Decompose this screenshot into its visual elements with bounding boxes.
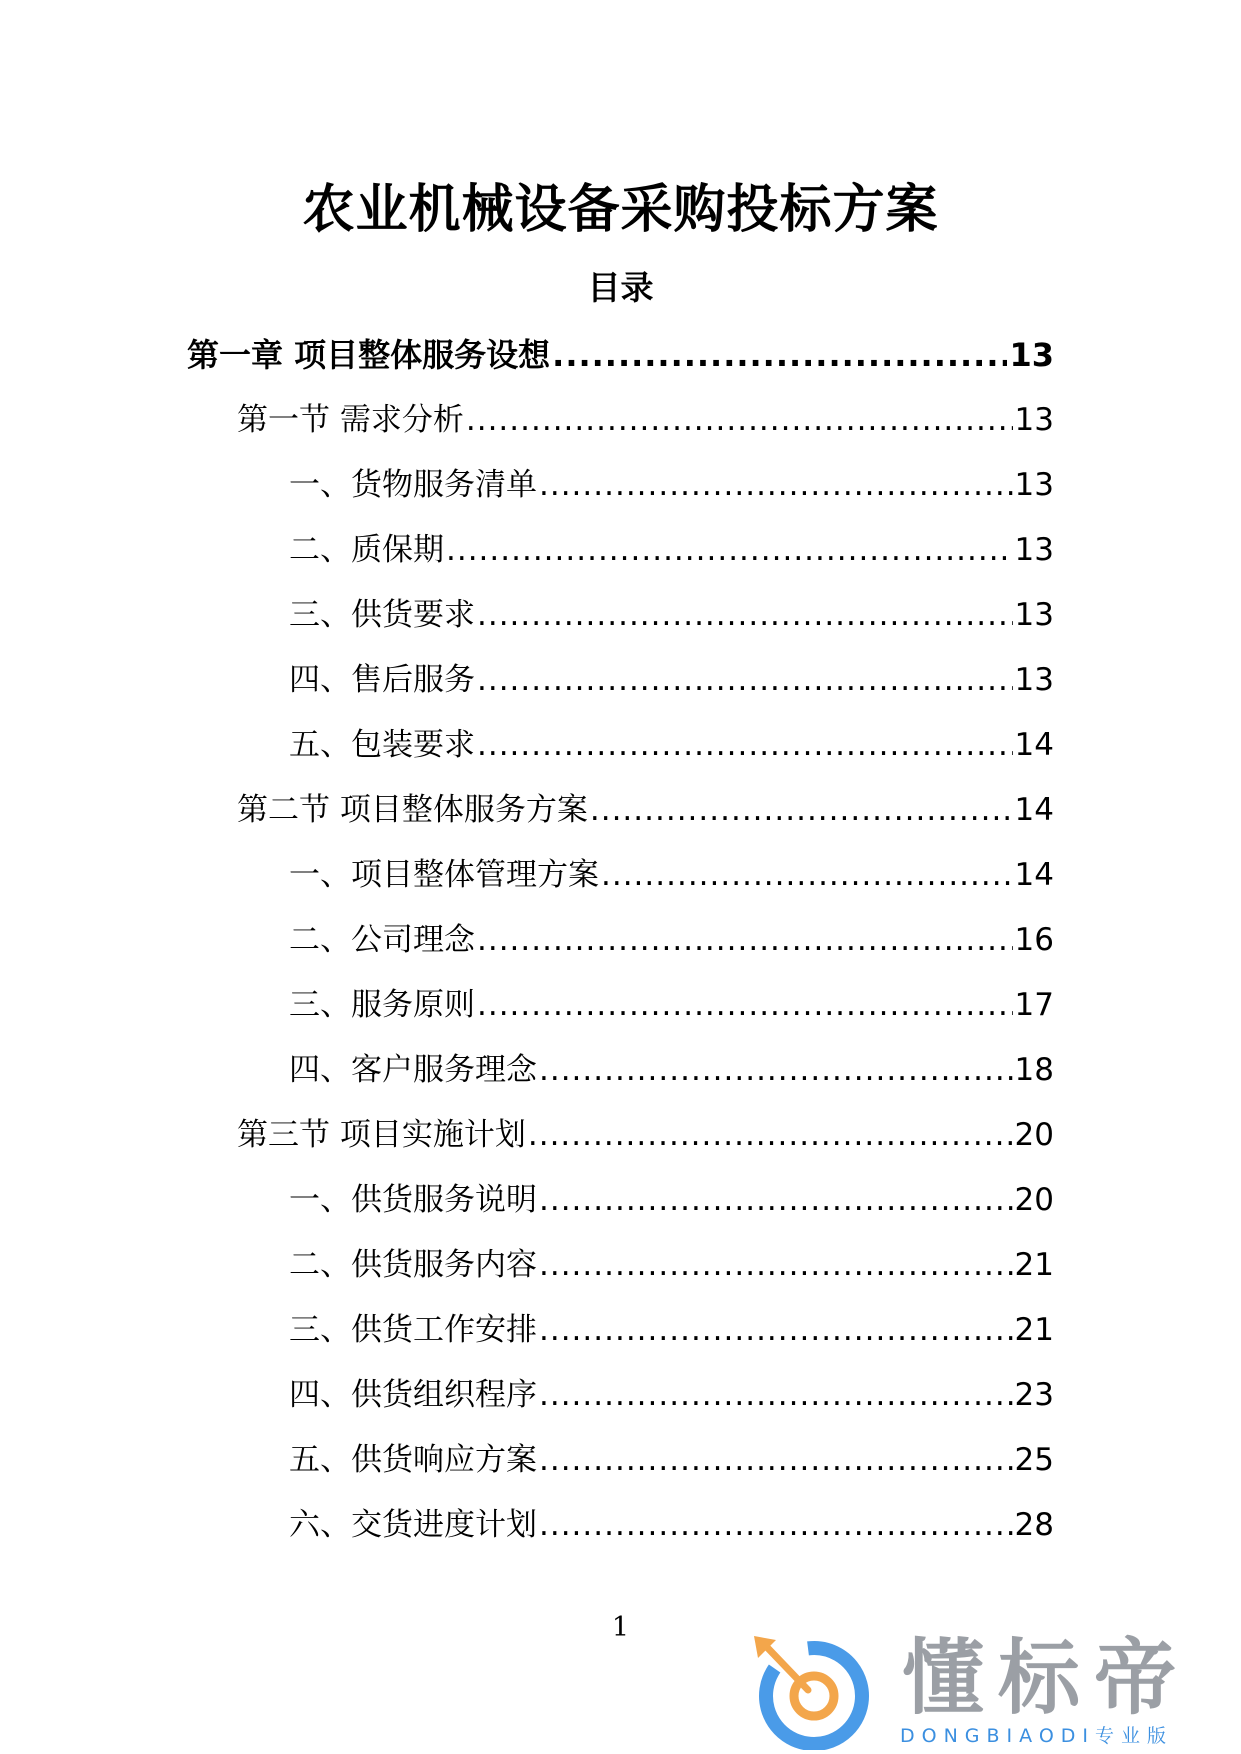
toc-entry[interactable] (289, 1370, 1054, 1420)
toc-dot-leader (528, 1110, 1013, 1160)
toc-dot-leader (539, 460, 1013, 510)
toc-entry[interactable] (289, 590, 1054, 640)
toc-entry[interactable] (289, 655, 1054, 705)
toc-dot-leader (539, 1240, 1013, 1290)
toc-entry-label: 三、供货工作安排 (289, 1312, 537, 1348)
toc-dot-leader (539, 1500, 1013, 1550)
toc-entry[interactable] (289, 850, 1054, 900)
toc-entry-label: 第一章 项目整体服务设想 (187, 336, 551, 374)
toc-entry-page: 16 (1014, 922, 1054, 958)
watermark-brand: 懂标帝 (902, 1631, 1191, 1726)
toc-entry[interactable] (289, 1305, 1054, 1355)
toc-entry-page: 18 (1014, 1052, 1054, 1088)
toc-entry-label: 二、公司理念 (289, 922, 475, 958)
toc-heading: 目录 (587, 268, 654, 307)
toc-entry[interactable] (237, 1110, 1054, 1160)
toc-entry[interactable] (187, 330, 1054, 380)
toc-entry-page: 13 (1014, 597, 1054, 633)
toc-entry-page: 13 (1014, 532, 1054, 568)
page-number: 1 (611, 1612, 630, 1643)
toc-entry-page: 14 (1014, 727, 1054, 763)
toc-entry-label: 二、质保期 (289, 532, 444, 568)
toc-dot-leader (446, 525, 1013, 575)
toc-entry-page: 13 (1014, 467, 1054, 503)
toc-dot-leader (590, 785, 1013, 835)
toc-entry[interactable] (237, 785, 1054, 835)
watermark-subtitle: DONGBIAODI专业版 (900, 1725, 1174, 1747)
toc-dot-leader (539, 1045, 1013, 1095)
toc-entry-label: 四、供货组织程序 (289, 1377, 537, 1413)
document-title: 农业机械设备采购投标方案 (302, 180, 939, 240)
toc-entry-label: 三、服务原则 (289, 987, 475, 1023)
toc-entry[interactable] (289, 1500, 1054, 1550)
toc-entry-label: 五、包装要求 (289, 727, 475, 763)
toc-entry-page: 14 (1014, 857, 1054, 893)
toc-entry-label: 一、供货服务说明 (289, 1182, 537, 1218)
toc-dot-leader (539, 1175, 1013, 1225)
toc-entry-page: 21 (1014, 1312, 1054, 1348)
toc-entry[interactable] (289, 915, 1054, 965)
toc-entry-label: 五、供货响应方案 (289, 1442, 537, 1478)
toc-entry-label: 第三节 项目实施计划 (237, 1117, 526, 1153)
toc-entry[interactable] (289, 1435, 1054, 1485)
toc-entry[interactable] (289, 1175, 1054, 1225)
toc-dot-leader (539, 1370, 1013, 1420)
toc-entry[interactable] (289, 1240, 1054, 1290)
toc-entry-label: 三、供货要求 (289, 597, 475, 633)
toc-entry-page: 17 (1014, 987, 1054, 1023)
toc-dot-leader (477, 915, 1013, 965)
toc-entry-page: 23 (1014, 1377, 1054, 1413)
toc-dot-leader (477, 720, 1013, 770)
toc-entry-label: 二、供货服务内容 (289, 1247, 537, 1283)
toc-entry[interactable] (289, 980, 1054, 1030)
toc-entry-label: 四、售后服务 (289, 662, 475, 698)
toc-dot-leader (477, 590, 1013, 640)
toc-entry-page: 13 (1009, 336, 1054, 374)
toc-entry-page: 13 (1014, 662, 1054, 698)
toc-entry-label: 一、项目整体管理方案 (289, 857, 599, 893)
toc-entry-label: 第二节 项目整体服务方案 (237, 792, 588, 828)
toc-entry-page: 20 (1014, 1182, 1054, 1218)
toc-entry[interactable] (289, 525, 1054, 575)
toc-entry-label: 一、货物服务清单 (289, 467, 537, 503)
toc-dot-leader (552, 330, 1007, 380)
toc-entry-page: 28 (1014, 1507, 1054, 1543)
toc-dot-leader (477, 655, 1013, 705)
toc-entry[interactable] (289, 1045, 1054, 1095)
toc-entry-label: 第一节 需求分析 (237, 402, 464, 438)
toc-dot-leader (466, 395, 1013, 445)
toc-dot-leader (539, 1305, 1013, 1355)
watermark (750, 1632, 1230, 1750)
toc-entry[interactable] (289, 460, 1054, 510)
toc-entry-label: 六、交货进度计划 (289, 1507, 537, 1543)
toc-dot-leader (477, 980, 1013, 1030)
toc-entry-page: 14 (1014, 792, 1054, 828)
toc-entry-page: 13 (1014, 402, 1054, 438)
toc-entry-page: 25 (1014, 1442, 1054, 1478)
toc-entry[interactable] (289, 720, 1054, 770)
toc-entry[interactable] (237, 395, 1054, 445)
target-arrow-icon (750, 1632, 872, 1750)
toc-entry-page: 20 (1014, 1117, 1054, 1153)
toc-dot-leader (601, 850, 1013, 900)
toc-entry-page: 21 (1014, 1247, 1054, 1283)
toc-dot-leader (539, 1435, 1013, 1485)
toc-entry-label: 四、客户服务理念 (289, 1052, 537, 1088)
